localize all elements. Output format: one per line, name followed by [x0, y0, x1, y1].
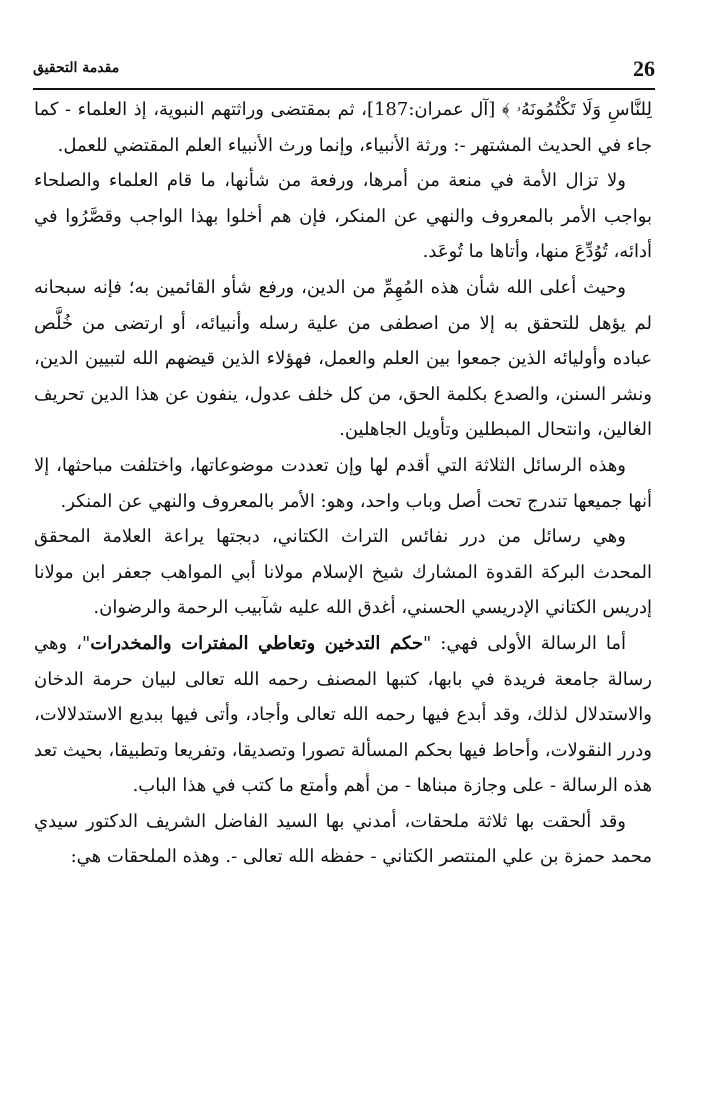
text-body [34, 92, 652, 875]
paragraph-continuation: لِلنَّاسِ وَلَا تَكْتُمُونَهُۥ ﴾ [آل عمران:187]، ثم بمقتضى وراثتهم النبوية، إذ العلماء - كما جاء في الحديث المشتهر -: ورثة الأنبياء، وإنما ورث الأنبياء العلم المقتضي للعمل. [34, 99, 652, 156]
paragraph-first-treatise [34, 626, 652, 804]
paragraph-appendices: وقد ألحقت بها ثلاثة ملحقات، أمدني بها السيد الفاضل الشريف الدكتور سيدي محمد حمزة بن علي المنتصر الكتاني - حفظه الله تعالى -. وهذه الملحقات هي: [34, 810, 652, 868]
page-number: 26 [633, 56, 655, 81]
paragraph-three-treatises: وهذه الرسائل الثلاثة التي أقدم لها وإن تعددت موضوعاتها، واختلفت مباحثها، إلا أنها جميعها تندرج تحت أصل وباب واحد، وهو: الأمر بالمعروف والنهي عن المنكر. [34, 454, 652, 512]
running-title: مقدمة التحقيق [33, 60, 120, 76]
first-treatise-intro: أما الرسالة الأولى فهي: " [423, 632, 626, 654]
paragraph-duty-of-scholars: ولا تزال الأمة في منعة من أمرها، ورفعة من شأنها، ما قام العلماء والصلحاء بواجب الأمر بالمعروف والنهي عن المنكر، فإن هم أخلوا بهذا الواجب وقصَّرُوا في أدائه، تُوُدِّعَ منها، وأتاها ما تُوعَد. [34, 170, 652, 263]
paragraph-status-of-duty: وحيث أعلى الله شأن هذه المُهِمِّ من الدين، ورفع شأو القائمين به؛ فإنه سبحانه لم يؤهل للتحقق به إلا من اصطفى من علية رسله وأنبيائه، أو ارتضى من خُلَّص عباده وأوليائه الذين جمعوا بين العلم والعمل، فهؤلاء الذين قيضهم الله لتبيين الدين، ونشر السنن، والصدع بكلمة الحق، من كل خلف عدول، ينفون عن هذا الدين تحريف الغالين، وانتحال المبطلين وتأويل الجاهلين. [34, 276, 652, 441]
paragraph-author: وهي رسائل من درر نفائس التراث الكتاني، دبجتها يراعة العلامة المحقق المحدث البركة القدوة المشارك شيخ الإسلام مولانا أبي المواهب جعفر ابن مولانا إدريس الكتاني الإدريسي الحسني، أغدق الله عليه شآبيب الرحمة والرضوان. [34, 526, 652, 619]
page-header [33, 48, 655, 90]
first-treatise-title: حكم التدخين وتعاطي المفترات والمخدرات [90, 632, 423, 654]
first-treatise-description: "، وهي رسالة جامعة فريدة في بابها، كتبها المصنف رحمه الله تعالى لبيان حرمة الدخان والاستدلال لذلك، وقد أبدع فيها رحمه الله تعالى وأجاد، وأتى فيها ببديع الاستدلالات، ودرر النقولات، وأحاط فيها بحكم المسألة تصورا وتصديقا، وتفريعا وتطبيقا، بحيث تعد هذه الرسالة - على وجازة مبناها - من أهم وأمتع ما كتب في هذا الباب. [34, 632, 652, 797]
